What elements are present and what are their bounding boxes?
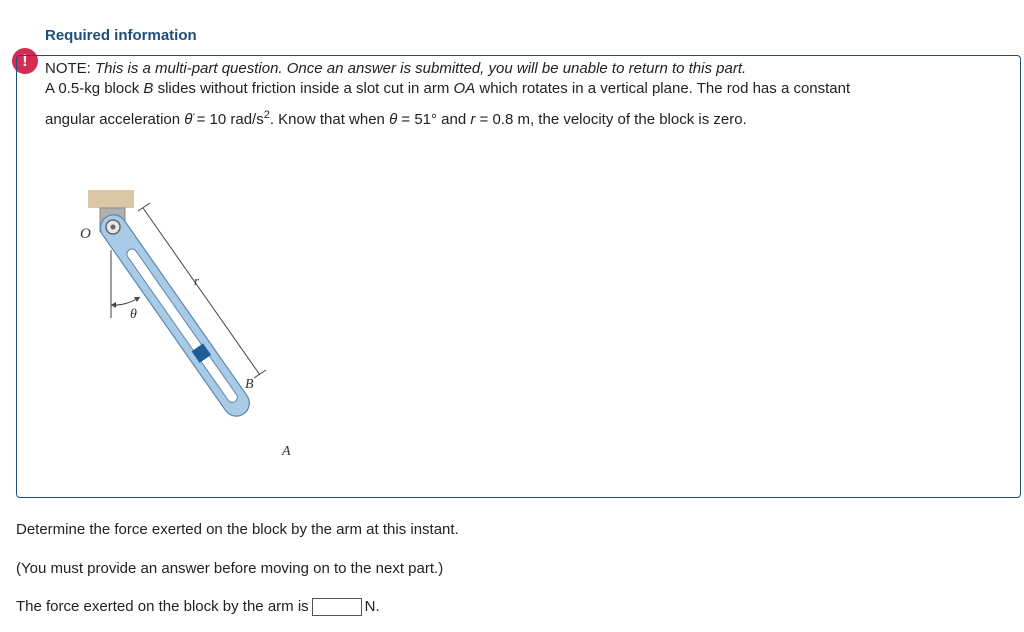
arm-OA [95, 210, 254, 422]
superscript: 2 [263, 109, 270, 121]
ceiling-support [88, 190, 134, 208]
var-theta: θ [389, 111, 398, 128]
text-segment: slides without friction inside a slot cut in arm [153, 80, 454, 97]
text-segment: . Know that when [269, 111, 390, 128]
r-dimension-tick [254, 370, 266, 378]
var-r: r [470, 111, 476, 128]
label-O: O [80, 226, 91, 242]
text-segment: which rotates in a vertical plane. The rod has a constant [475, 80, 851, 97]
label-r: r [194, 273, 200, 288]
question-note: (You must provide an answer before moving on to the next part.) [16, 560, 444, 577]
answer-prefix: The force exerted on the block by the arm is [16, 598, 309, 615]
label-A: A [282, 444, 291, 459]
note-text: This is a multi-part question. Once an answer is submitted, you will be unable to return to this part. [95, 60, 747, 77]
text-segment: = 0.8 m, the velocity of the block is zero. [475, 111, 747, 128]
arc-arrowhead [111, 302, 116, 308]
answer-unit: N. [364, 598, 380, 615]
problem-statement [45, 59, 995, 130]
note-label: NOTE: [45, 60, 96, 77]
note-line [45, 59, 995, 79]
text-segment: A 0.5-kg block [45, 80, 144, 97]
var-theta-ddot: θ̈ [184, 111, 193, 128]
label-B: B [245, 377, 254, 392]
required-information-title: Required information [45, 27, 197, 44]
alert-icon: ! [12, 48, 38, 74]
text-segment: = 51° and [397, 111, 471, 128]
force-answer-input[interactable] [312, 598, 362, 616]
question-prompt: Determine the force exerted on the block by the arm at this instant. [16, 521, 459, 538]
label-theta: θ [130, 307, 137, 322]
answer-row [16, 598, 380, 616]
text-segment: angular acceleration [45, 111, 185, 128]
problem-line-3 [45, 105, 995, 130]
arm-slot [125, 247, 239, 404]
problem-line-2 [45, 79, 995, 99]
text-segment: = 10 rad/s [192, 111, 264, 128]
var-B: B [143, 80, 154, 97]
var-OA: OA [453, 80, 476, 97]
arm-block-figure [60, 140, 320, 459]
